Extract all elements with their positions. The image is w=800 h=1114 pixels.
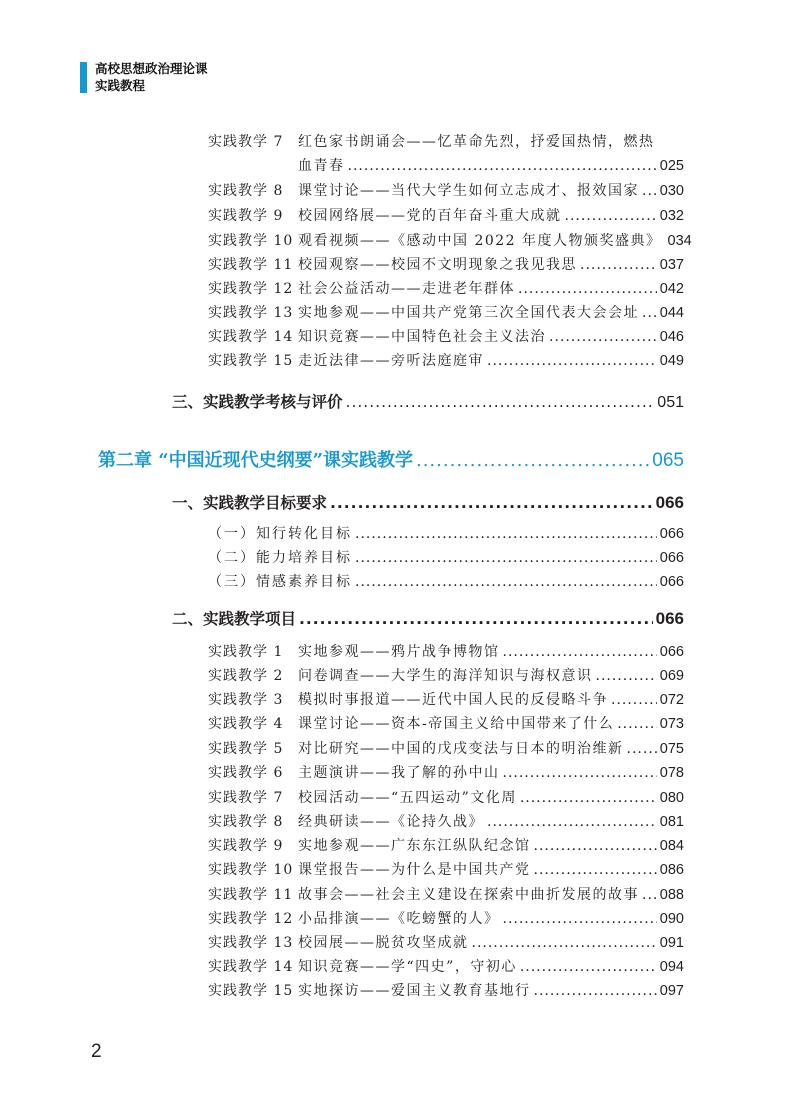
item-label: 实践教学 8 (208, 814, 284, 830)
leader-dots (503, 907, 657, 931)
section-page: 066 (655, 493, 684, 512)
toc-item (208, 688, 684, 712)
book-title-line2: 实践教程 (95, 78, 146, 93)
toc-item (208, 810, 684, 834)
leader-dots (416, 446, 649, 476)
toc-item (208, 277, 684, 301)
item-title: 主题演讲——我了解的孙中山 (298, 765, 500, 781)
page-number: 2 (91, 1041, 102, 1062)
toc-item (208, 883, 684, 907)
item-label: 实践教学 11 (208, 887, 294, 903)
item-page: 073 (659, 716, 684, 732)
item-label: 实践教学 7 (208, 790, 284, 806)
item-page: 080 (659, 790, 684, 806)
item-page: 091 (659, 935, 684, 951)
leader-dots (642, 883, 657, 907)
item-page: 042 (659, 281, 684, 297)
toc-item (208, 955, 684, 979)
subsection-page: 066 (659, 550, 684, 566)
leader-dots (520, 955, 657, 979)
chapter-title: 第二章 “中国近现代史纲要”课实践教学 (98, 450, 413, 471)
item-page: 049 (659, 353, 684, 369)
toc-item (208, 834, 684, 858)
item-label: 实践教学 8 (208, 183, 284, 199)
item-title-continued: 血青春 (298, 158, 345, 174)
leader-dots (355, 522, 657, 546)
toc-item (208, 712, 684, 736)
leader-dots (299, 605, 653, 633)
subsection-title: （三）情感素养目标 (208, 574, 352, 590)
item-page: 084 (659, 838, 684, 854)
leader-dots (617, 712, 657, 736)
section-page: 066 (655, 609, 684, 628)
item-title: 观看视频——《感动中国 2022 年度人物颁奖盛典》 (298, 233, 662, 249)
leader-dots (346, 388, 655, 416)
item-title: 小品排演——《吃螃蟹的人》 (298, 911, 500, 927)
toc-subsection (208, 546, 684, 570)
item-title: 对比研究——中国的戊戌变法与日本的明治维新 (298, 741, 624, 757)
section-page: 051 (657, 394, 684, 411)
subsection-title: （一）知行转化目标 (208, 526, 352, 542)
leader-dots (580, 253, 657, 277)
item-label: 实践教学 12 (208, 911, 294, 927)
toc-item (208, 979, 684, 1003)
item-label: 实践教学 2 (208, 668, 284, 684)
section-title: 三、实践教学考核与评价 (172, 393, 343, 411)
item-label: 实践教学 1 (208, 644, 284, 660)
toc-subsection (208, 570, 684, 594)
item-page: 025 (659, 158, 684, 174)
subsection-page: 066 (659, 574, 684, 590)
item-title: 知识竞赛——中国特色社会主义法治 (298, 329, 546, 345)
item-page: 030 (659, 183, 684, 199)
toc-item-continuation (298, 154, 684, 178)
item-page: 066 (659, 644, 684, 660)
chapter-page: 065 (652, 450, 684, 471)
item-title: 校园观察——校园不文明现象之我见我思 (298, 257, 577, 273)
toc-item (208, 179, 684, 203)
item-title: 红色家书朗诵会——忆革命先烈，抒爱国热情，燃热 (298, 134, 655, 150)
item-page: 075 (659, 741, 684, 757)
leader-dots (642, 179, 657, 203)
leader-dots (472, 931, 657, 955)
leader-dots (534, 979, 657, 1003)
toc-item (208, 301, 684, 325)
leader-dots (534, 858, 657, 882)
subsection-page: 066 (659, 526, 684, 542)
toc-chapter (98, 446, 684, 476)
leader-dots (355, 546, 657, 570)
item-title: 课堂报告——为什么是中国共产党 (298, 862, 531, 878)
item-label: 实践教学 4 (208, 716, 284, 732)
toc-item (208, 858, 684, 882)
item-title: 校园网络展——党的百年奋斗重大成就 (298, 208, 562, 224)
item-label: 实践教学 5 (208, 741, 284, 757)
item-label: 实践教学 10 (208, 233, 294, 249)
item-label: 实践教学 13 (208, 935, 294, 951)
leader-dots (487, 349, 657, 373)
item-page: 037 (659, 257, 684, 273)
item-label: 实践教学 10 (208, 862, 294, 878)
toc-section (172, 388, 684, 416)
item-title: 校园展——脱贫攻坚成就 (298, 935, 469, 951)
leader-dots (503, 640, 657, 664)
leader-dots (642, 301, 657, 325)
toc-item (208, 229, 692, 253)
toc-item (208, 664, 684, 688)
item-label: 实践教学 14 (208, 959, 294, 975)
toc-item (208, 737, 684, 761)
toc-item (208, 761, 684, 785)
toc-item (208, 786, 684, 810)
item-page: 078 (659, 765, 684, 781)
leader-dots (565, 204, 657, 228)
item-page: 072 (659, 692, 684, 708)
item-title: 实地探访——爱国主义教育基地行 (298, 983, 531, 999)
leader-dots (503, 761, 657, 785)
item-label: 实践教学 7 (208, 134, 284, 150)
item-label: 实践教学 11 (208, 257, 294, 273)
leader-dots (627, 737, 657, 761)
toc-subsection (208, 522, 684, 546)
item-page: 044 (659, 305, 684, 321)
toc-item (208, 253, 684, 277)
toc-item (208, 204, 684, 228)
item-page: 046 (659, 329, 684, 345)
item-title: 故事会——社会主义建设在探索中曲折发展的故事 (298, 887, 639, 903)
item-label: 实践教学 9 (208, 208, 284, 224)
item-label: 实践教学 14 (208, 329, 294, 345)
item-label: 实践教学 13 (208, 305, 294, 321)
item-title: 社会公益活动——走进老年群体 (298, 281, 515, 297)
leader-dots (596, 664, 657, 688)
item-page: 032 (659, 208, 684, 224)
item-label: 实践教学 12 (208, 281, 294, 297)
leader-dots (348, 154, 657, 178)
toc-item (208, 907, 684, 931)
toc-item (208, 325, 684, 349)
leader-dots (355, 570, 657, 594)
item-label: 实践教学 9 (208, 838, 284, 854)
item-page: 081 (659, 814, 684, 830)
item-page: 094 (659, 959, 684, 975)
item-label: 实践教学 3 (208, 692, 284, 708)
subsection-title: （二）能力培养目标 (208, 550, 352, 566)
toc-item (208, 130, 684, 154)
item-title: 实地参观——鸦片战争博物馆 (298, 644, 500, 660)
item-label: 实践教学 15 (208, 353, 294, 369)
item-title: 走近法律——旁听法庭庭审 (298, 353, 484, 369)
toc-item (208, 931, 684, 955)
leader-dots (611, 688, 657, 712)
section-title: 一、实践教学目标要求 (172, 494, 328, 512)
item-title: 知识竞赛——学“四史”，守初心 (298, 959, 517, 975)
leader-dots (534, 834, 657, 858)
leader-dots (518, 277, 657, 301)
item-page: 088 (659, 887, 684, 903)
section-title: 二、实践教学项目 (172, 610, 297, 628)
toc-item (208, 640, 684, 664)
item-title: 课堂讨论——资本-帝国主义给中国带来了什么 (298, 716, 615, 732)
item-page: 090 (659, 911, 684, 927)
book-title-line1: 高校思想政治理论课 (95, 61, 208, 76)
leader-dots (330, 489, 653, 517)
toc-item (208, 349, 684, 373)
item-title: 经典研读——《论持久战》 (298, 814, 484, 830)
item-page: 086 (659, 862, 684, 878)
leader-dots (487, 810, 657, 834)
item-title: 模拟时事报道——近代中国人民的反侵略斗争 (298, 692, 608, 708)
item-page: 097 (659, 983, 684, 999)
item-title: 问卷调查——大学生的海洋知识与海权意识 (298, 668, 593, 684)
item-page: 034 (667, 233, 692, 249)
item-title: 课堂讨论——当代大学生如何立志成才、报效国家 (298, 183, 639, 199)
item-title: 实地参观——广东东江纵队纪念馆 (298, 838, 531, 854)
item-page: 069 (659, 668, 684, 684)
book-title (95, 60, 208, 94)
item-label: 实践教学 6 (208, 765, 284, 781)
item-label: 实践教学 15 (208, 983, 294, 999)
leader-dots (549, 325, 657, 349)
header-accent-bar (80, 62, 87, 93)
leader-dots (520, 786, 657, 810)
toc-section (172, 489, 684, 517)
item-title: 校园活动——“五四运动”文化周 (298, 790, 517, 806)
item-title: 实地参观——中国共产党第三次全国代表大会会址 (298, 305, 639, 321)
toc-section (172, 605, 684, 633)
